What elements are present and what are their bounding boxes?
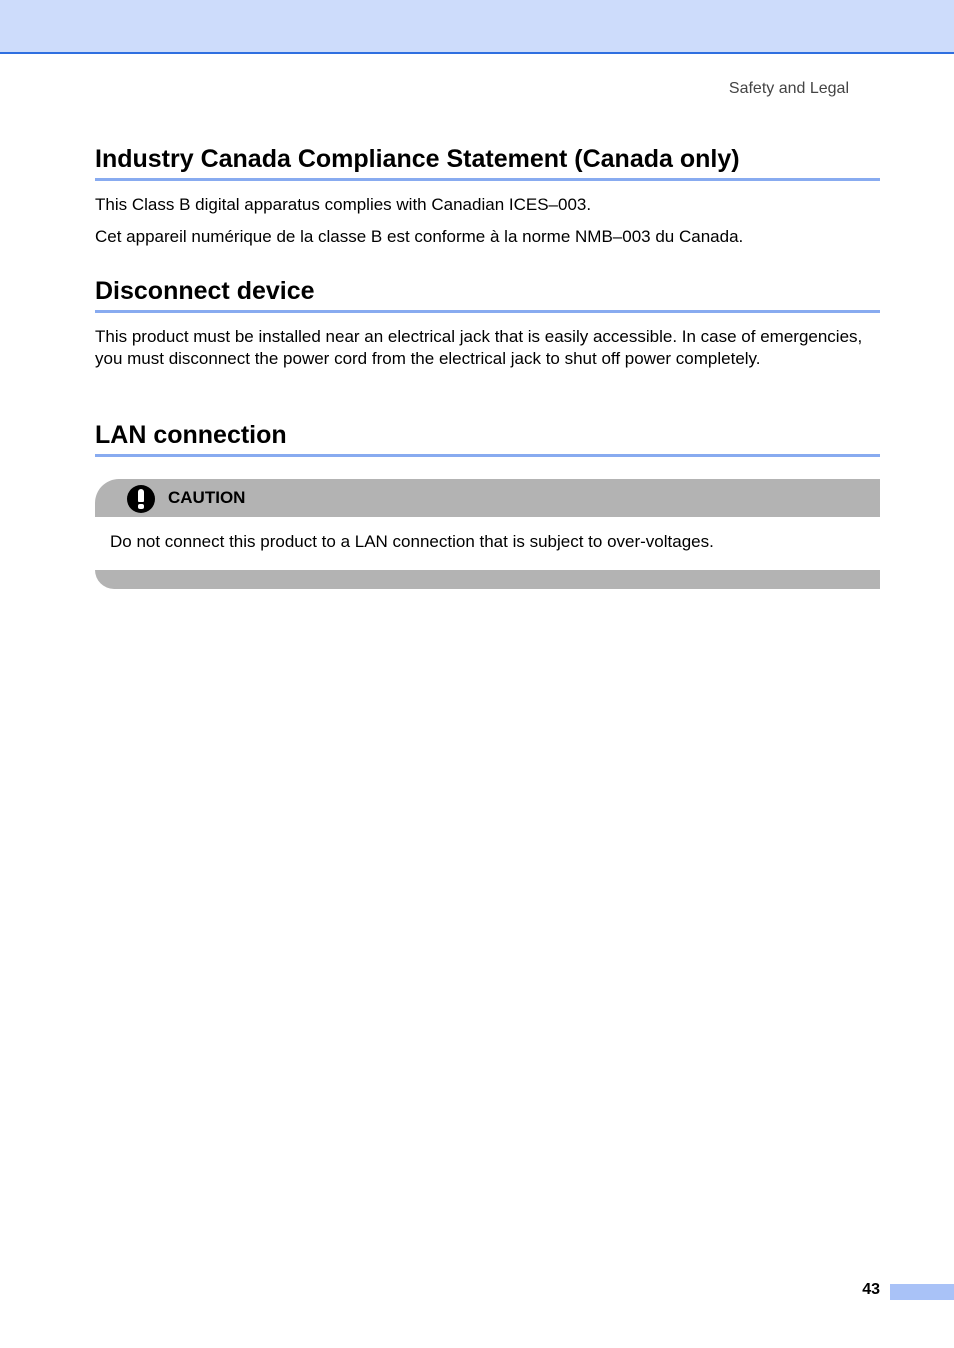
- top-header-band: [0, 0, 954, 54]
- exclamation-icon: [127, 485, 155, 513]
- caution-header: [95, 479, 880, 517]
- caution-box: [95, 479, 880, 589]
- section-title: Disconnect device: [95, 276, 880, 313]
- section-industry-canada: [95, 144, 880, 248]
- page-number: 43: [862, 1281, 880, 1298]
- paragraph: Cet appareil numérique de la classe B est conforme à la norme NMB–003 du Canada.: [95, 227, 744, 246]
- running-header: Safety and Legal: [728, 80, 849, 97]
- section-disconnect-device: [95, 276, 880, 370]
- paragraph: This Class B digital apparatus complies with Canadian ICES–003.: [95, 195, 592, 214]
- caution-footer-band: [95, 570, 880, 589]
- section-lan-connection: [95, 420, 880, 457]
- caution-label: CAUTION: [168, 488, 246, 507]
- page-tab-marker: [890, 1284, 954, 1300]
- paragraph: This product must be installed near an electrical jack that is easily accessible. In case of emergencies, you must disconnect the power cord from the electrical jack to shut off power completely.: [95, 327, 863, 368]
- section-title: LAN connection: [95, 420, 880, 457]
- caution-text: Do not connect this product to a LAN connection that is subject to over-voltages.: [110, 532, 714, 551]
- section-title: Industry Canada Compliance Statement (Canada only): [95, 144, 880, 181]
